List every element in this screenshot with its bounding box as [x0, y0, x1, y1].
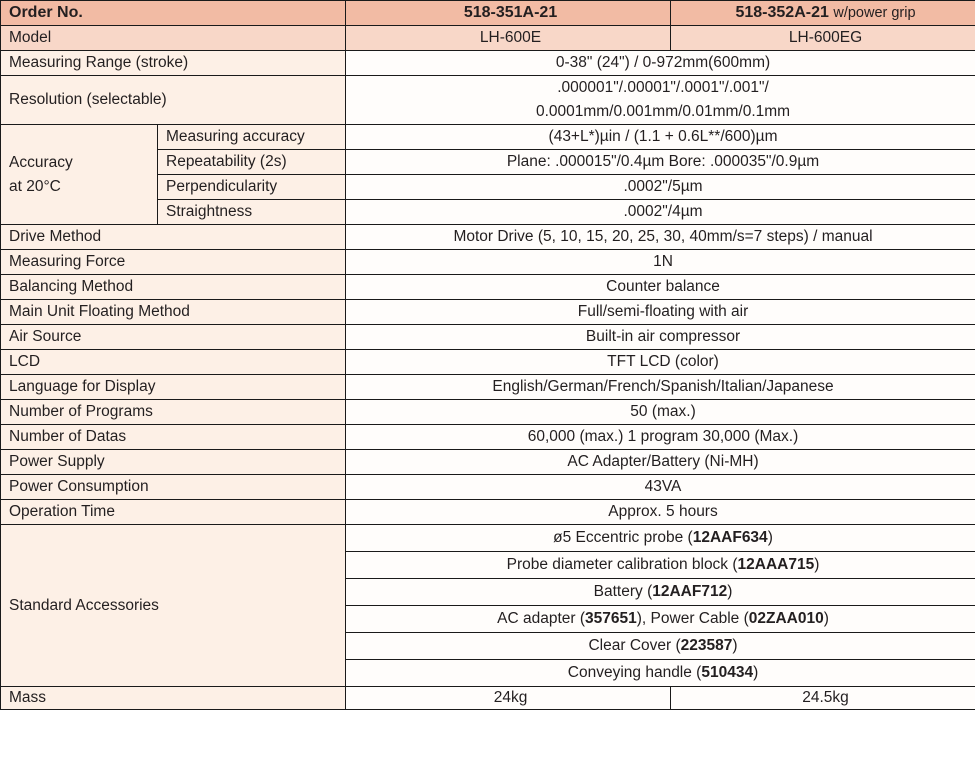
accessory-code: 12AAF634 [692, 529, 768, 546]
spec-row [1, 400, 975, 425]
order-number-b: 518-352A-21 [735, 4, 829, 21]
model-row [1, 26, 975, 51]
row-value: Motor Drive (5, 10, 15, 20, 25, 30, 40mm/s=7 steps) / manual [346, 225, 975, 250]
spec-row [1, 475, 975, 500]
row-value: 0-38" (24") / 0-972mm(600mm) [346, 51, 975, 76]
row-label: Balancing Method [1, 275, 346, 300]
row-value: 1N [346, 250, 975, 275]
row-label: Language for Display [1, 375, 346, 400]
row-value: Approx. 5 hours [346, 500, 975, 525]
mass-label: Mass [1, 687, 346, 710]
spec-row [1, 425, 975, 450]
accessory-code: 12AAA715 [737, 556, 815, 573]
mass-a: 24kg [346, 687, 671, 710]
row-value: Full/semi-floating with air [346, 300, 975, 325]
row-label: Measuring Force [1, 250, 346, 275]
spec-row [1, 325, 975, 350]
mass-row [1, 687, 975, 710]
row-label: Resolution (selectable) [1, 76, 346, 125]
accessory-item [346, 579, 975, 606]
row-label: Power Consumption [1, 475, 346, 500]
accessory-code: 02ZAA010 [748, 610, 824, 627]
accessory-text: ) [732, 637, 738, 654]
accessory-text: ø5 Eccentric probe ( [553, 529, 693, 546]
spec-row [1, 225, 975, 250]
accessory-item [346, 606, 975, 633]
row-value: Counter balance [346, 275, 975, 300]
accessory-item [346, 660, 975, 687]
order-number-b-cell [671, 1, 975, 26]
accessory-code: 510434 [701, 664, 754, 681]
row-value: AC Adapter/Battery (Ni-MH) [346, 450, 975, 475]
resolution-inch: .000001"/.00001"/.0001"/.001"/ [557, 79, 769, 96]
accessory-code: 357651 [585, 610, 637, 627]
spec-row [1, 250, 975, 275]
row-label: Number of Programs [1, 400, 346, 425]
row-value: 60,000 (max.) 1 program 30,000 (Max.) [346, 425, 975, 450]
accuracy-sub-label: Measuring accuracy [158, 125, 346, 150]
row-label: Drive Method [1, 225, 346, 250]
accuracy-sub-label: Repeatability (2s) [158, 150, 346, 175]
model-label: Model [1, 26, 346, 51]
row-value: English/German/French/Spanish/Italian/Japanese [346, 375, 975, 400]
accuracy-label-line1: Accuracy [9, 153, 73, 171]
model-a: LH-600E [346, 26, 671, 51]
accessory-item [346, 552, 975, 579]
measuring-range-row [1, 51, 975, 76]
accuracy-value: .0002"/4µm [346, 200, 975, 225]
power-grip-note: w/power grip [833, 5, 916, 21]
spec-row [1, 450, 975, 475]
accessory-text: ) [753, 664, 759, 681]
accessories-row [1, 525, 975, 552]
accessory-text: ) [767, 529, 773, 546]
row-label: Number of Datas [1, 425, 346, 450]
row-label: LCD [1, 350, 346, 375]
accessories-label: Standard Accessories [1, 525, 346, 687]
spec-row [1, 300, 975, 325]
accessory-text: Battery ( [593, 583, 653, 600]
accuracy-sub-label: Perpendicularity [158, 175, 346, 200]
model-b: LH-600EG [671, 26, 975, 51]
row-label: Operation Time [1, 500, 346, 525]
accuracy-row [1, 125, 975, 150]
accessory-text: ) [814, 556, 820, 573]
accessory-text: ) [823, 610, 829, 627]
row-label: Main Unit Floating Method [1, 300, 346, 325]
accessory-item [346, 525, 975, 552]
resolution-value [346, 76, 975, 125]
mass-b: 24.5kg [671, 687, 975, 710]
spec-row [1, 375, 975, 400]
accessory-item [346, 633, 975, 660]
spec-row [1, 275, 975, 300]
accessory-text: ) [727, 583, 733, 600]
row-value: 50 (max.) [346, 400, 975, 425]
accuracy-sub-label: Straightness [158, 200, 346, 225]
accuracy-value: Plane: .000015"/0.4µm Bore: .000035"/0.9µm [346, 150, 975, 175]
row-label: Measuring Range (stroke) [1, 51, 346, 76]
spec-row [1, 350, 975, 375]
order-label: Order No. [1, 1, 346, 26]
accessory-text: Clear Cover ( [588, 637, 681, 654]
accuracy-value: .0002"/5µm [346, 175, 975, 200]
accuracy-label-line2: at 20°C [9, 177, 61, 195]
order-row [1, 1, 975, 26]
accessory-text: ), Power Cable ( [636, 610, 749, 627]
accessory-text: AC adapter ( [497, 610, 586, 627]
row-label: Power Supply [1, 450, 346, 475]
accessory-text: Conveying handle ( [567, 664, 702, 681]
accessory-text: Probe diameter calibration block ( [506, 556, 738, 573]
accessory-code: 223587 [680, 637, 733, 654]
row-value: TFT LCD (color) [346, 350, 975, 375]
resolution-row [1, 76, 975, 125]
row-value: 43VA [346, 475, 975, 500]
accessory-code: 12AAF712 [652, 583, 728, 600]
accuracy-value: (43+L*)µin / (1.1 + 0.6L**/600)µm [346, 125, 975, 150]
accuracy-label [1, 125, 158, 225]
resolution-mm: 0.0001mm/0.001mm/0.01mm/0.1mm [535, 103, 791, 120]
row-label: Air Source [1, 325, 346, 350]
spec-row [1, 500, 975, 525]
row-value: Built-in air compressor [346, 325, 975, 350]
order-number-a: 518-351A-21 [346, 1, 671, 26]
